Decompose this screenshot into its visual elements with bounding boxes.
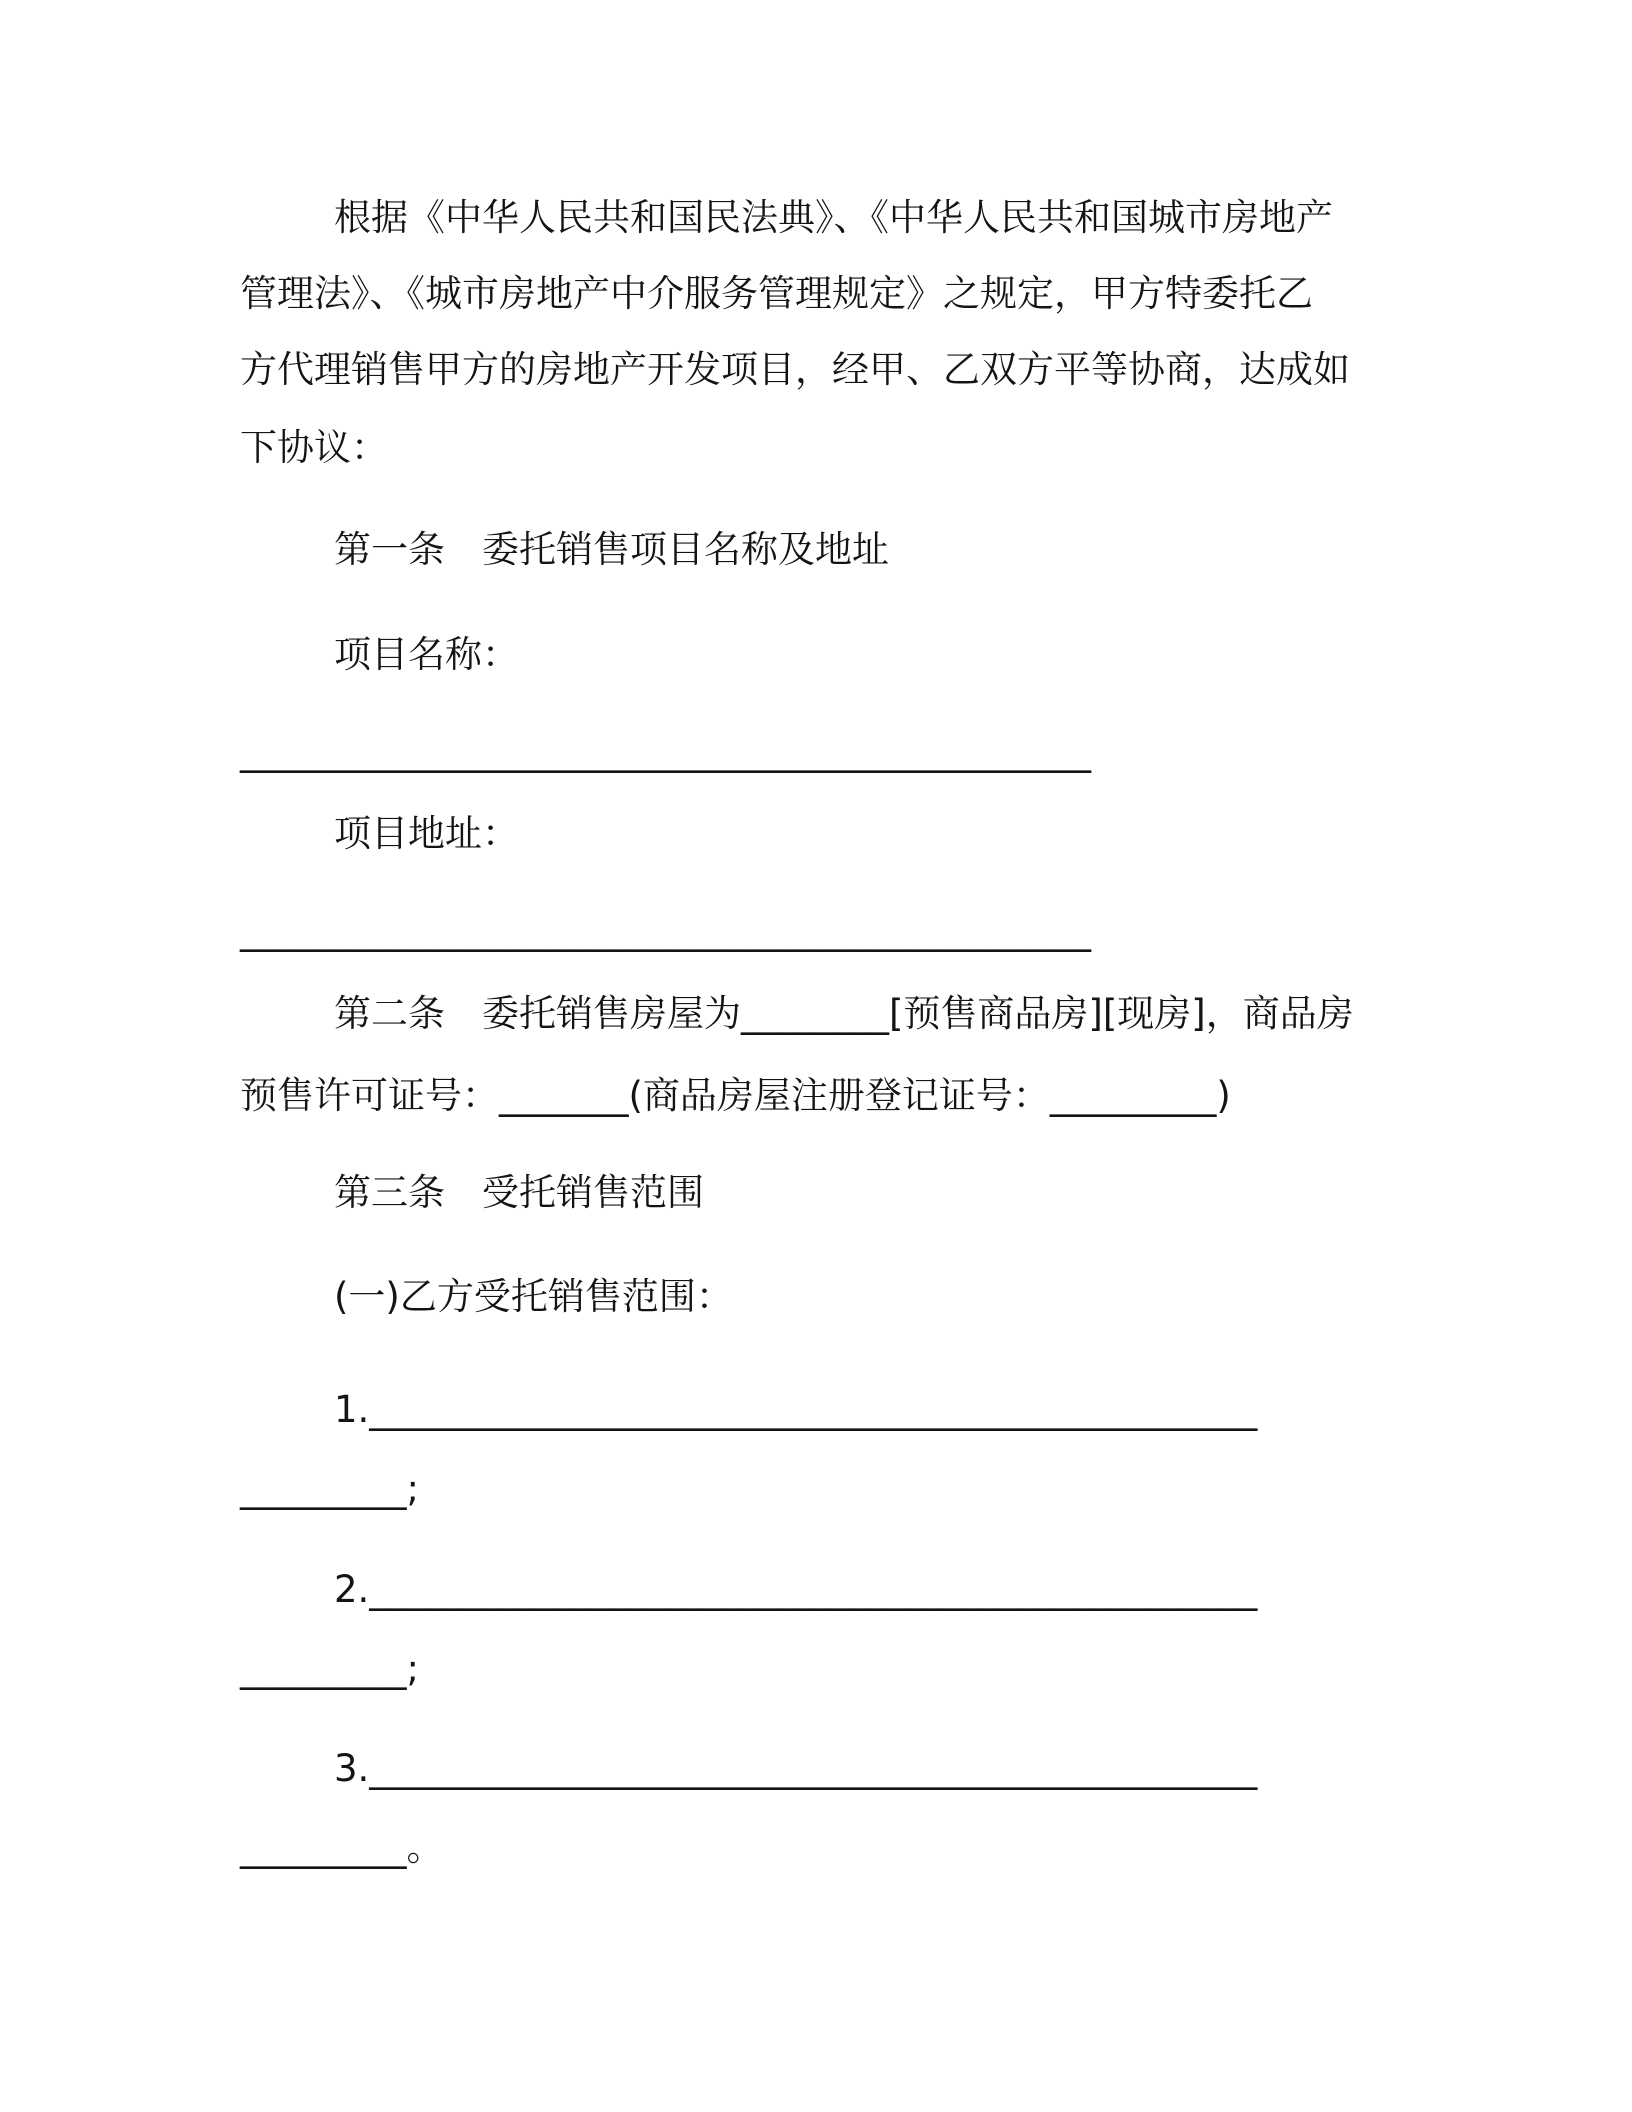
project-name-blank: ______________________________________________	[240, 730, 1091, 773]
preamble-line-1: 根据《中华人民共和国民法典》、《中华人民共和国城市房地产	[334, 196, 1333, 239]
project-address-label: 项目地址：	[334, 812, 519, 855]
article3-heading: 第三条 受托销售范围	[334, 1171, 704, 1214]
article3-sub-heading: (一)乙方受托销售范围：	[334, 1275, 733, 1318]
scope-item-3-line-1: 3.________________________________________________	[334, 1747, 1258, 1790]
preamble-line-4: 下协议：	[240, 426, 388, 469]
preamble-line-2: 管理法》、《城市房地产中介服务管理规定》之规定，甲方特委托乙	[240, 272, 1313, 315]
article2-line-2: 预售许可证号：_______(商品房屋注册登记证号：_________)	[240, 1074, 1231, 1117]
project-address-blank: ______________________________________________	[240, 909, 1091, 952]
article2-line-1: 第二条 委托销售房屋为________[预售商品房][现房]，商品房	[334, 992, 1354, 1035]
scope-item-1-line-1: 1.________________________________________________	[334, 1388, 1258, 1431]
scope-item-1-line-2: _________;	[240, 1467, 419, 1510]
preamble-line-3: 方代理销售甲方的房地产开发项目，经甲、乙双方平等协商，达成如	[240, 348, 1350, 391]
article1-heading: 第一条 委托销售项目名称及地址	[334, 528, 889, 571]
scope-item-3-line-2: _________。	[240, 1826, 444, 1869]
scope-item-2-line-2: _________;	[240, 1647, 419, 1690]
scope-item-2-line-1: 2.________________________________________________	[334, 1568, 1258, 1611]
project-name-label: 项目名称：	[334, 633, 519, 676]
